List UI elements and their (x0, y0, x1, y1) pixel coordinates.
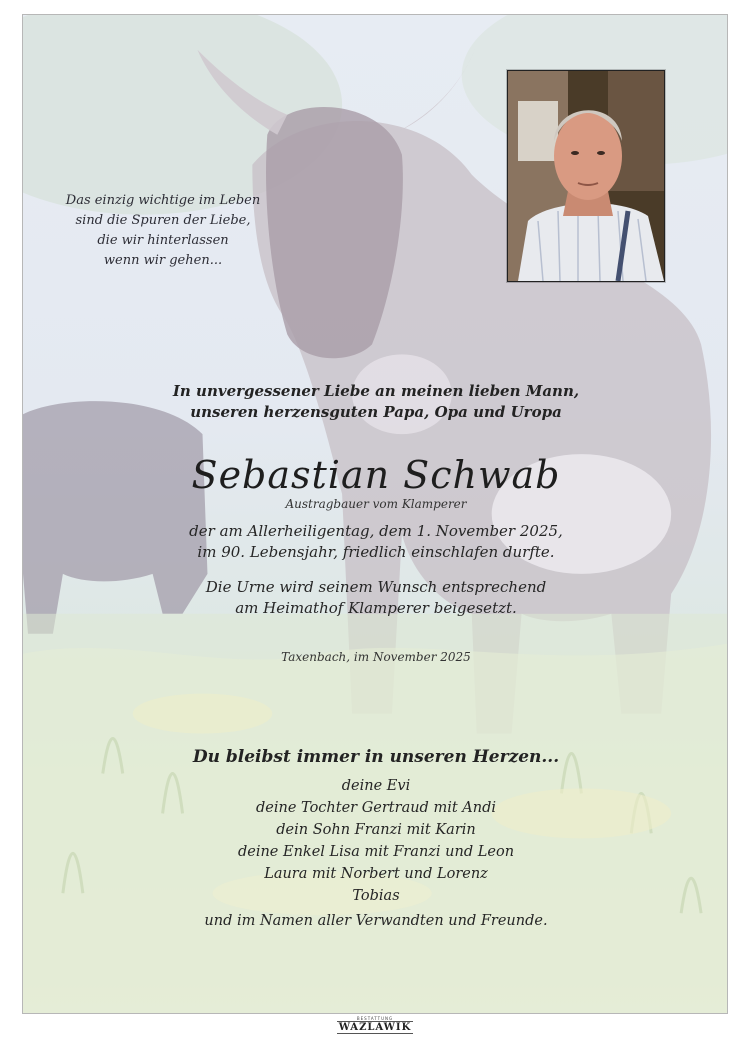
quote-line: sind die Spuren der Liebe, (75, 213, 251, 228)
mourner-line: Tobias (352, 888, 400, 904)
closing-line: Du bleibst immer in unseren Herzen... (192, 747, 560, 767)
mourner-line: deine Enkel Lisa mit Franzi und Leon (237, 844, 515, 860)
deceased-name: Sebastian Schwab (191, 453, 561, 497)
quote-line: Das einzig wichtige im Leben (65, 193, 261, 208)
deceased-occupation: Austragbauer vom Klamperer (285, 497, 467, 511)
mourner-line: Laura mit Norbert und Lorenz (264, 866, 488, 882)
urn-line: am Heimathof Klamperer beigesetzt. (235, 599, 517, 617)
death-line: im 90. Lebensjahr, friedlich einschlafen durfte. (197, 543, 555, 561)
urn-notice (143, 577, 609, 619)
urn-line: Die Urne wird seinem Wunsch entsprechend (205, 578, 547, 596)
mourner-line: dein Sohn Franzi mit Karin (276, 822, 476, 838)
mourners-list (143, 775, 609, 907)
place-date: Taxenbach, im November 2025 (281, 650, 471, 664)
relatives-footer: und im Namen aller Verwandten und Freunde. (204, 913, 548, 929)
memorial-quote (53, 191, 273, 271)
death-notice (143, 521, 609, 563)
mourner-line: deine Tochter Gertraud mit Andi (256, 800, 496, 816)
intro-text (143, 381, 609, 423)
portrait-photo (507, 70, 665, 282)
obituary-card (22, 14, 728, 1014)
intro-line: In unvergessener Liebe an meinen lieben Mann, (172, 382, 580, 400)
death-line: der am Allerheiligentag, dem 1. November 2025, (189, 522, 563, 540)
intro-line: unseren herzensguten Papa, Opa und Uropa (190, 403, 562, 421)
funeral-home-logo (337, 1016, 413, 1036)
quote-line: die wir hinterlassen (97, 233, 229, 248)
logo-top-text: BESTATTUNG (356, 1016, 394, 1021)
quote-line: wenn wir gehen... (103, 253, 223, 268)
mourner-line: deine Evi (341, 778, 411, 794)
logo-name: WAZLAWIK (338, 1022, 412, 1033)
